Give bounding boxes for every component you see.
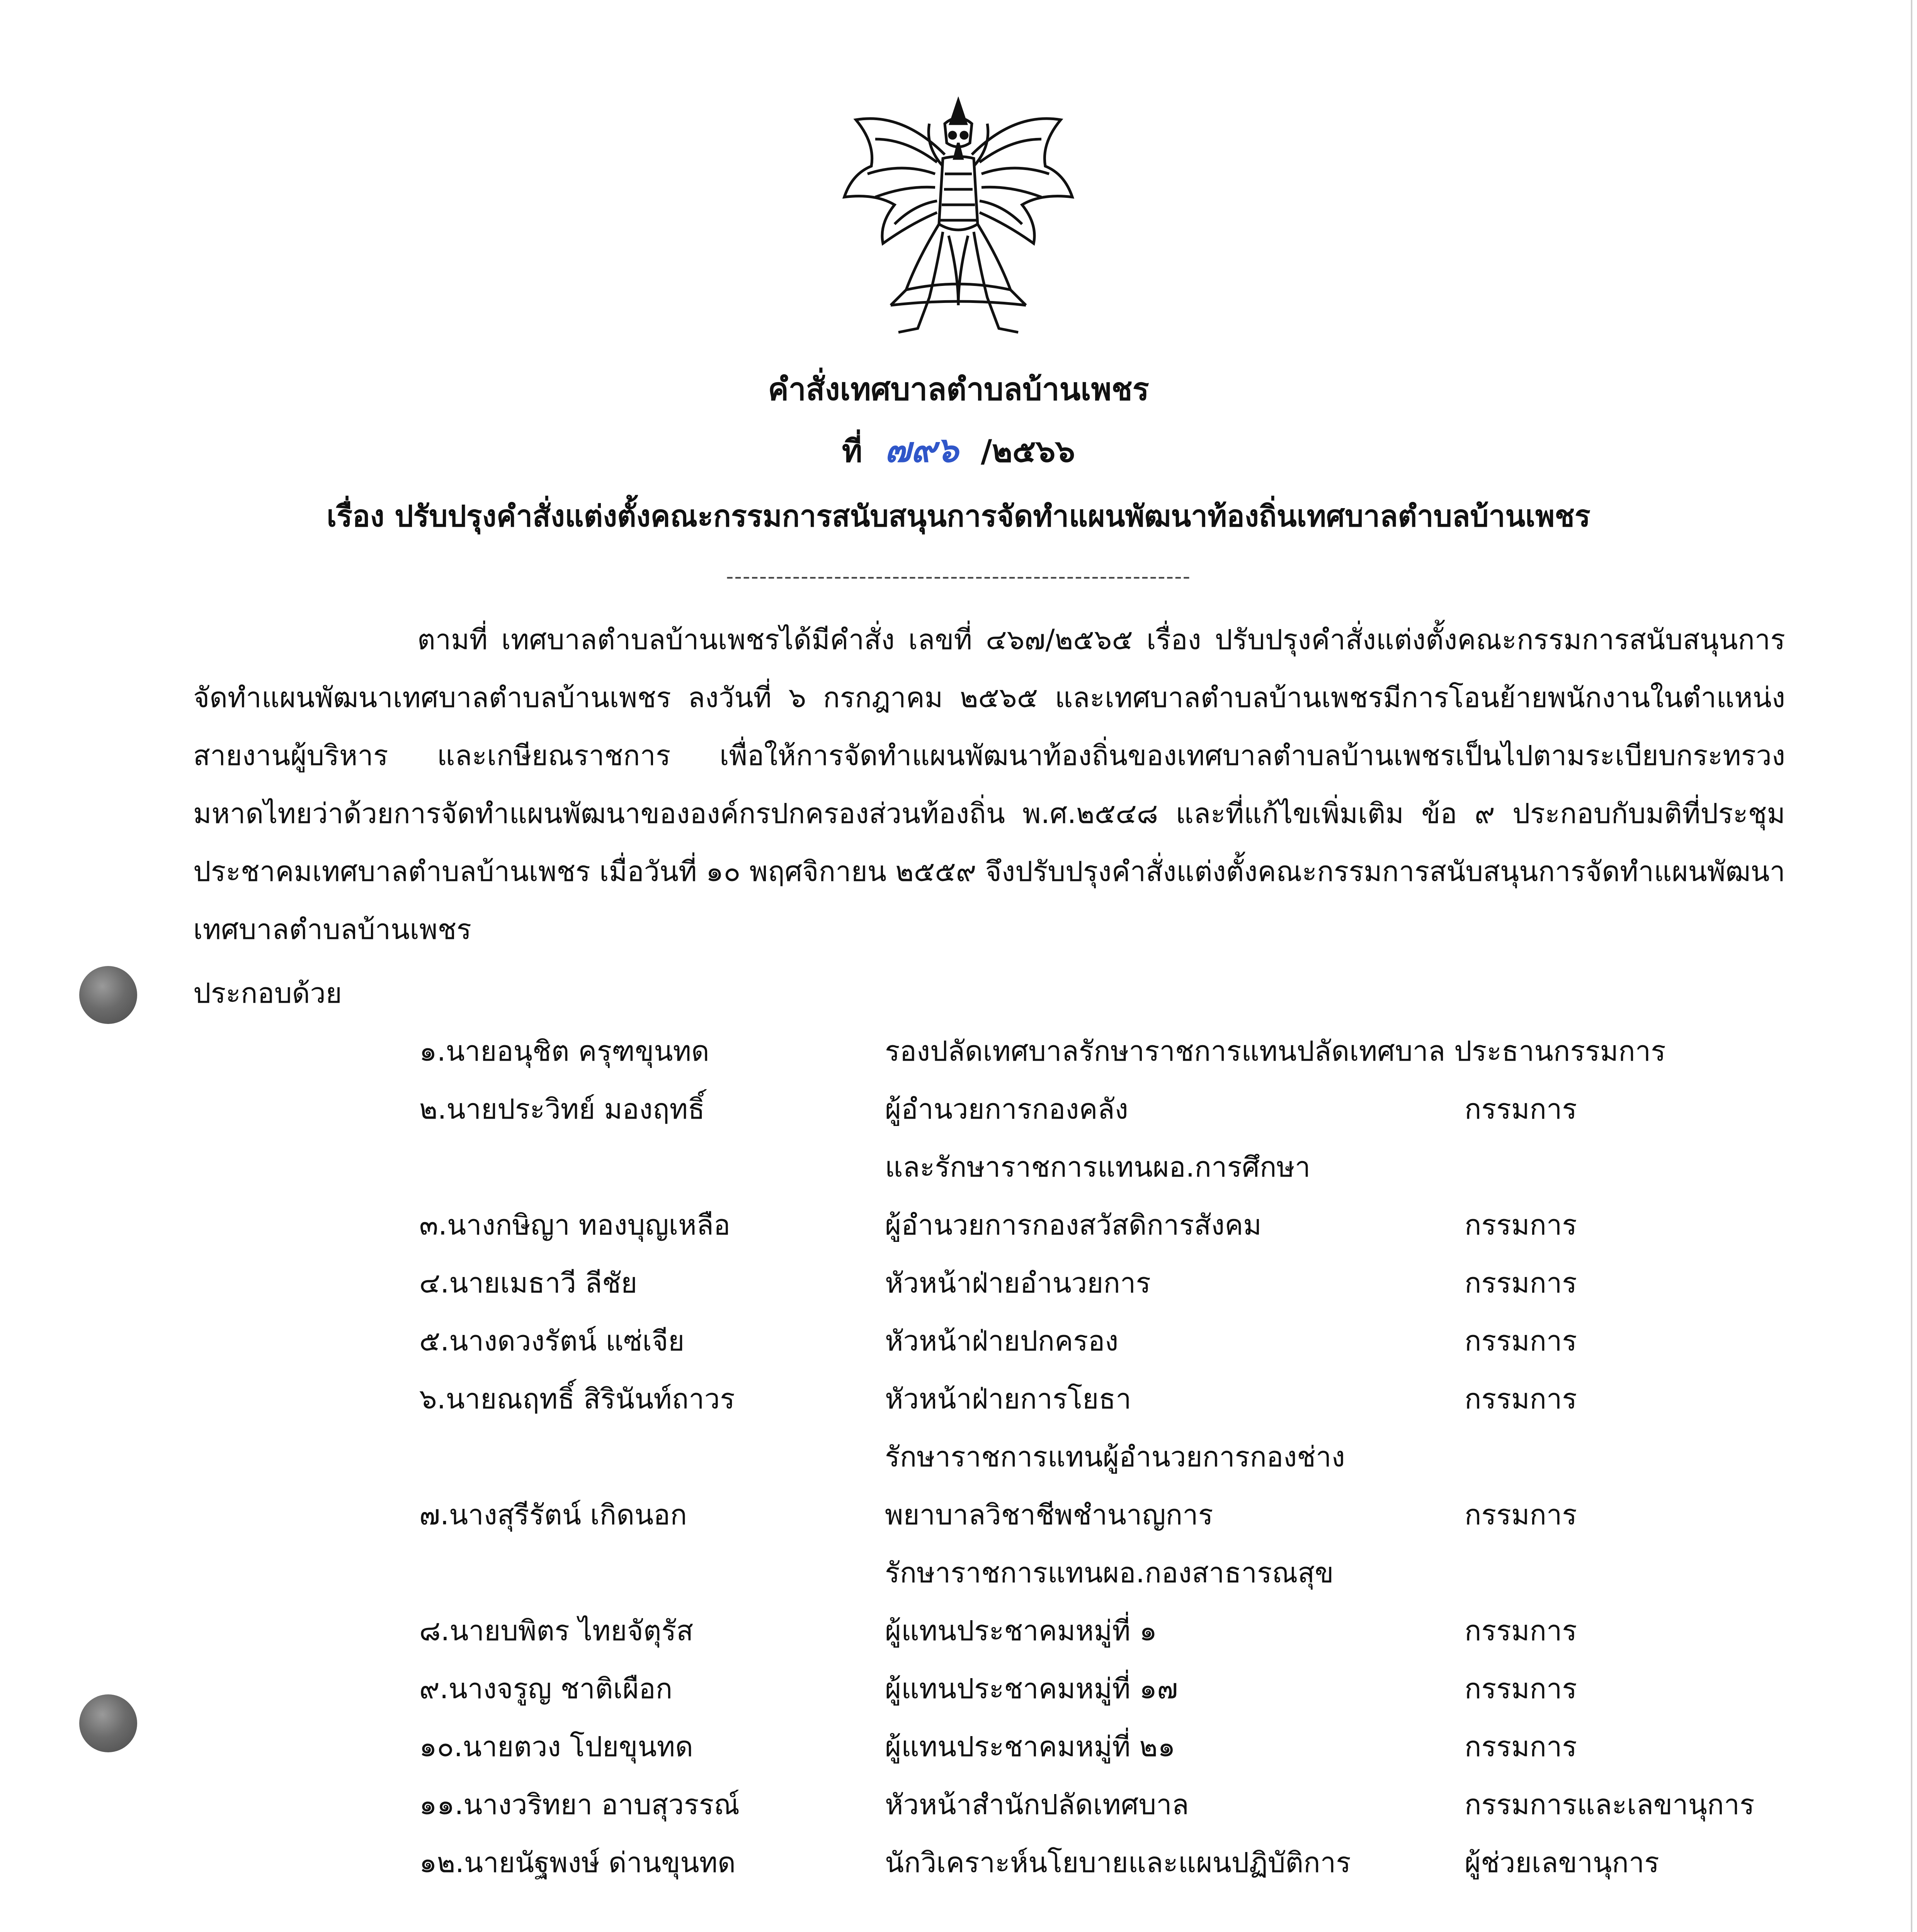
member-role: กรรมการ [1465,1498,1577,1531]
member-position: พยาบาลวิชาชีพชำนาญการ [885,1498,1213,1531]
member-role: กรรมการ [1465,1209,1577,1241]
member-position: รักษาราชการแทนผอ.กองสาธารณสุข [885,1556,1334,1589]
order-number [0,429,1917,471]
committee-row [0,1544,1917,1602]
committee-row [0,1428,1917,1486]
member-position: หัวหน้าสำนักปลัดเทศบาล [885,1788,1189,1821]
document-title: คำสั่งเทศบาลตำบลบ้านเพชร [768,371,1149,407]
member-position: หัวหน้าฝ่ายอำนวยการ [885,1267,1151,1299]
committee-row [0,1718,1917,1776]
member-role: กรรมการ [1465,1614,1577,1647]
intro-tail: ประกอบด้วย [193,977,342,1009]
committee-row [0,1833,1917,1891]
member-role: กรรมการและเลขานุการ [1465,1788,1755,1821]
member-position: หัวหน้าฝ่ายการโยธา [885,1383,1131,1415]
member-name: ๑๐.นายตวง โปยขุนทด [419,1730,693,1763]
committee-row [0,1138,1917,1196]
member-name: ๔.นายเมธาวี ลีชัย [419,1267,638,1299]
member-role: กรรมการ [1465,1267,1577,1299]
committee-row [0,1254,1917,1312]
member-position: ผู้แทนประชาคมหมู่ที่ ๑๗ [885,1672,1178,1705]
header-divider: -------------------------------------------------------- [726,564,1191,588]
committee-row [0,1080,1917,1138]
member-name: ๑.นายอนุชิต ครุฑขุนทด [419,1035,709,1067]
member-position: ผู้แทนประชาคมหมู่ที่ ๑ [885,1614,1157,1647]
committee-row [0,1312,1917,1370]
member-position: ผู้อำนวยการกองสวัสดิการสังคม [885,1209,1262,1241]
member-role: กรรมการ [1465,1093,1577,1125]
committee-row [0,1196,1917,1254]
intro-paragraph: ตามที่ เทศบาลตำบลบ้านเพชรได้มีคำสั่ง เลขที่ ๔๖๗/๒๕๖๕ เรื่อง ปรับปรุงคำสั่งแต่งตั้งคณะกรรมการสนับสนุนการจัดทำแผนพัฒนาเทศบาลตำบลบ้านเพชร ลงวันที่ ๖ กรกฎาคม ๒๕๖๕ และเทศบาลตำบลบ้านเพชรมีการโอนย้ายพนักงานในตำแหน่ง สายงานผู้บริหาร และเกษียณราชการ เพื่อให้การจัดทำแผนพัฒนาท้องถิ่นของเทศบาลตำบลบ้านเพชรเป็นไปตามระเบียบกระทรวงมหาดไทยว่าด้วยการจัดทำแผนพัฒนาขององค์กรปกครองส่วนท้องถิ่น พ.ศ.๒๕๔๘ และที่แก้ไขเพิ่มเติม ข้อ ๙ ประกอบกับมติที่ประชุมประชาคมเทศบาลตำบลบ้านเพชร เมื่อวันที่ ๑๐ พฤศจิกายน ๒๕๕๙ จึงปรับปรุงคำสั่งแต่งตั้งคณะกรรมการสนับสนุนการจัดทำแผนพัฒนาเทศบาลตำบลบ้านเพชร [193,623,1785,946]
committee-row [0,1660,1917,1718]
committee-row [0,1486,1917,1544]
member-position: รักษาราชการแทนผู้อำนวยการกองช่าง [885,1440,1345,1473]
garuda-emblem [840,97,1076,336]
member-position: ผู้แทนประชาคมหมู่ที่ ๒๑ [885,1730,1175,1763]
committee-row [0,1370,1917,1428]
member-name: ๘.นายบพิตร ไทยจัตุรัส [419,1614,694,1647]
member-position: และรักษาราชการแทนผอ.การศึกษา [885,1151,1311,1183]
member-name: ๕.นางดวงรัตน์ แซ่เจีย [419,1325,685,1357]
member-position: หัวหน้าฝ่ายปกครอง [885,1325,1119,1357]
order-number-suffix: /๒๕๖๖ [981,433,1075,469]
member-role: ผู้ช่วยเลขานุการ [1465,1846,1659,1879]
member-role: กรรมการ [1465,1730,1577,1763]
member-position: นักวิเคราะห์นโยบายและแผนปฏิบัติการ [885,1846,1351,1879]
member-position: รองปลัดเทศบาลรักษาราชการแทนปลัดเทศบาล ประธานกรรมการ [885,1035,1666,1067]
member-name: ๑๑.นางวริทยา อาบสุวรรณ์ [419,1788,740,1821]
subject-line: เรื่อง ปรับปรุงคำสั่งแต่งตั้งคณะกรรมการสนับสนุนการจัดทำแผนพัฒนาท้องถิ่นเทศบาลตำบลบ้านเพชร [327,499,1590,533]
order-number-handwritten: ๗๙๖ [885,429,959,470]
member-name: ๗.นางสุรีรัตน์ เกิดนอก [419,1498,687,1531]
committee-row [0,1022,1917,1080]
member-name: ๒.นายประวิทย์ มองฤทธิ์ [419,1093,705,1125]
member-role: กรรมการ [1465,1672,1577,1705]
member-name: ๖.นายณฤทธิ์ สิรินันท์ถาวร [419,1383,735,1415]
member-role: กรรมการ [1465,1383,1577,1415]
member-role: กรรมการ [1465,1325,1577,1357]
punch-hole-top [79,966,137,1024]
member-name: ๑๒.นายนัฐพงษ์ ด่านขุนทด [419,1846,736,1879]
committee-row [0,1602,1917,1660]
committee-row [0,1776,1917,1833]
member-name: ๙.นางจรูญ ชาติเผือก [419,1672,673,1705]
order-number-prefix: ที่ [842,433,862,469]
member-position: ผู้อำนวยการกองคลัง [885,1093,1128,1125]
member-name: ๓.นางกษิญา ทองบุญเหลือ [419,1209,730,1241]
